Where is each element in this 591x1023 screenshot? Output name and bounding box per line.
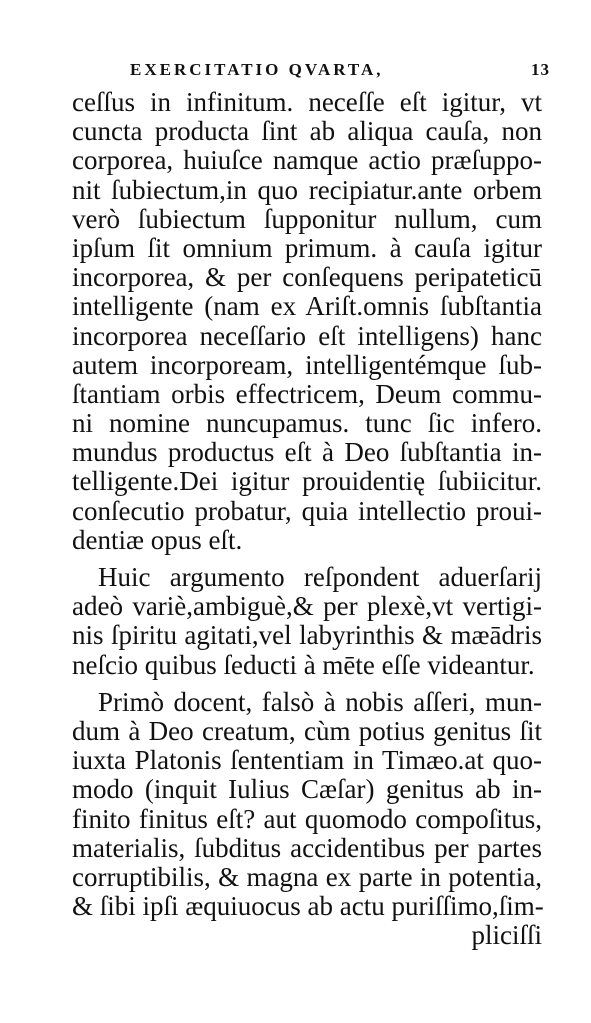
text-line: incorporea neceſſario eſt intelligens) hanc <box>72 320 542 351</box>
text-line: iuxta Platonis ſententiam in Timæo.at quo- <box>72 745 542 776</box>
paragraph-end-line: neſcio quibus ſeducti à mēte eſſe videantur. <box>72 649 535 680</box>
paragraph-end-line: dentiæ opus eſt. <box>72 524 243 555</box>
text-line: & ſibi ipſi æquiuocus ab actu puriſſimo,ſim- <box>72 891 544 922</box>
text-line: autem incorpoream, intelligentémque ſub- <box>72 349 542 380</box>
text-line: ni nomine nuncupamus. tunc ſic infero. <box>72 408 542 439</box>
text-line: ipſum ſit omnium primum. à cauſa igitur <box>72 232 542 263</box>
text-line: mundus productus eſt à Deo ſubſtantia in- <box>72 437 542 468</box>
paragraph-first-line: Huic argumento reſpondent aduerſarij <box>98 562 542 592</box>
running-title: EXERCITATIO QVARTA, <box>130 60 384 79</box>
text-line: nis ſpiritu agitati,vel labyrinthis & mæādris <box>72 620 542 651</box>
text-line: adeò variè,ambiguè,& per plexè,vt vertigi- <box>72 591 542 622</box>
text-line: conſecutio probatur, quia intellectio proui- <box>72 495 542 526</box>
text-line: intelligente (nam ex Ariſt.omnis ſubſtantia <box>72 291 542 322</box>
text-line: nit ſubiectum,in quo recipiatur.ante orbem <box>72 174 542 205</box>
text-line: materialis, ſubditus accidentibus per partes <box>72 832 542 863</box>
text-line: dum à Deo creatum, cùm potius genitus ſit <box>72 715 542 746</box>
text-line: corporea, huiuſce namque actio præſuppo- <box>72 145 542 176</box>
text-line: verò ſubiectum ſupponitur nullum, cum <box>72 203 542 234</box>
catchword: pliciſſi <box>471 920 542 951</box>
text-line: finito finitus eſt? aut quomodo compoſitus, <box>72 803 542 834</box>
text-line: telligente.Dei igitur prouidentię ſubiicitur. <box>72 466 542 497</box>
text-line: incorporea, & per conſequens peripateticū <box>72 262 542 293</box>
running-head <box>130 60 550 90</box>
body-text <box>72 88 542 950</box>
page-number: 13 <box>531 60 550 79</box>
text-line: ceſſus in infinitum. neceſſe eſt igitur, vt <box>72 87 542 117</box>
text-line: ſtantiam orbis effectricem, Deum commu- <box>72 378 542 409</box>
text-line: cuncta producta ſint ab aliqua cauſa, non <box>72 116 542 147</box>
text-line: modo (inquit Iulius Cæſar) genitus ab in- <box>72 774 542 805</box>
text-line: corruptibilis, & magna ex parte in potentia, <box>72 861 542 892</box>
paragraph-first-line: Primò docent, falsò à nobis aſſeri, mun- <box>98 686 542 717</box>
